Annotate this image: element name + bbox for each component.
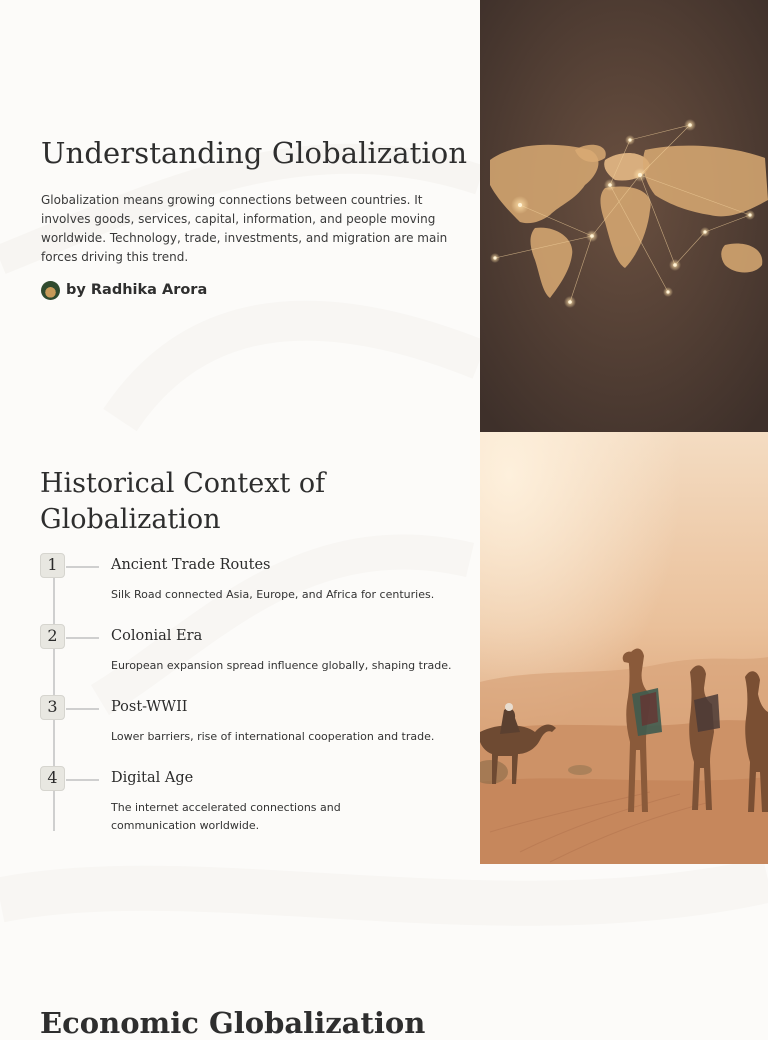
timeline-step-title: Colonial Era [111,628,203,644]
author-byline [41,279,207,301]
timeline-step-text: Lower barriers, rise of international cooperation and trade. [111,730,435,743]
timeline-branch [66,637,99,639]
timeline-branch [66,779,99,781]
timeline-step-text: European expansion spread influence globally, shaping trade. [111,659,452,672]
slide-historical-context [0,432,768,864]
timeline-branch [66,566,99,568]
desert-caravan-illustration [480,432,768,864]
timeline-branch [66,708,99,710]
author-avatar [41,281,60,300]
timeline-step-number: 3 [40,695,65,720]
author-name: by Radhika Arora [66,282,208,298]
timeline-step-number: 2 [40,624,65,649]
timeline-step-number: 4 [40,766,65,791]
timeline-step-title: Post-WWII [111,699,188,715]
timeline-step-title: Digital Age [111,770,194,786]
section-title: Historical Context of Globalization [40,468,326,535]
intro-description: Globalization means growing connections between countries. It involves goods, services, capital, information, and people moving worldwide. Technology, trade, investments, and migration are main forces driving this trend. [41,193,448,264]
page-title: Understanding Globalization [41,136,468,170]
timeline-step-text: The internet accelerated connections and communication worldwide. [111,801,341,832]
slide-understanding-globalization [0,0,768,432]
desert-camel-caravan-image [480,432,768,864]
world-map-network-image [480,0,768,432]
world-map-illustration [480,0,768,432]
timeline-step-title: Ancient Trade Routes [111,557,271,573]
timeline-step-number: 1 [40,553,65,578]
section-title-economic: Economic Globalization [40,1006,426,1040]
timeline-step-text: Silk Road connected Asia, Europe, and Africa for centuries. [111,588,435,601]
history-timeline [40,553,470,833]
